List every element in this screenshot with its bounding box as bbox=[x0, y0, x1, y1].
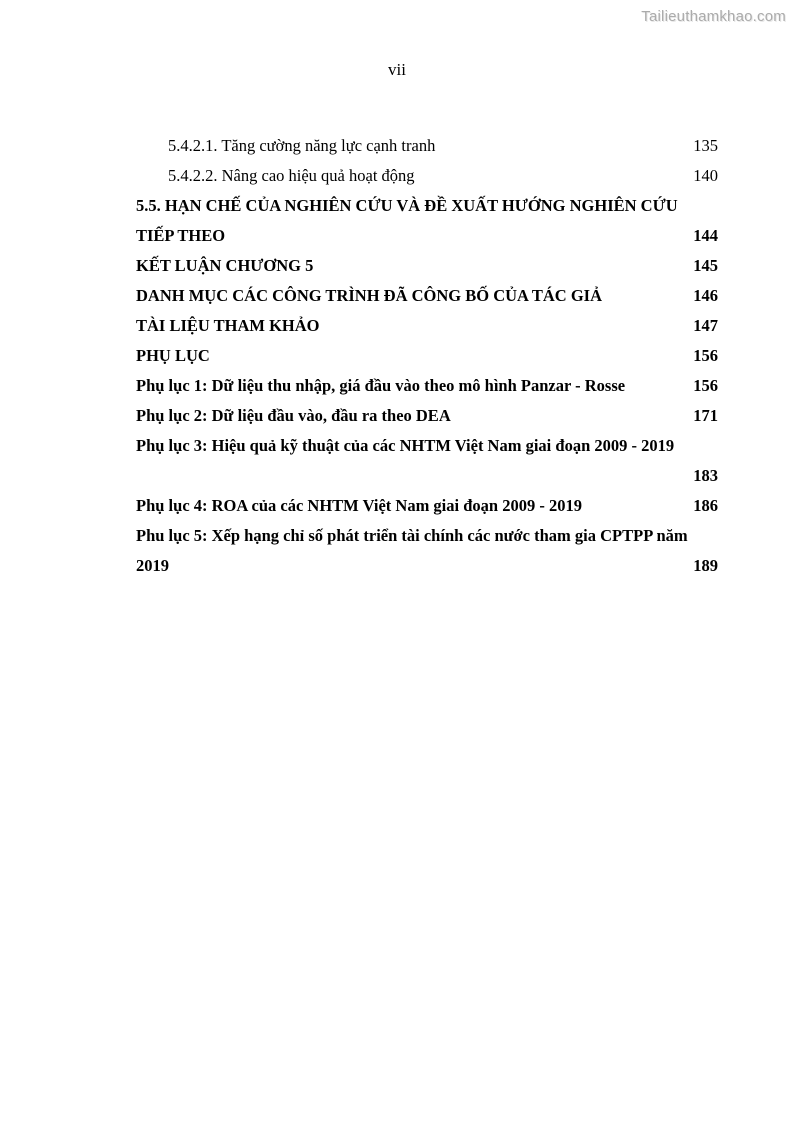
toc-entry-title: Phụ lục 1: Dữ liệu thu nhập, giá đầu vào theo mô hình Panzar - Rosse bbox=[136, 376, 626, 395]
toc-entry bbox=[136, 161, 718, 191]
toc-entry-title: 5.4.2.1. Tăng cường năng lực cạnh tranh bbox=[168, 136, 436, 155]
toc-entry bbox=[136, 401, 718, 431]
toc-entry-page: 183 bbox=[693, 466, 718, 485]
toc-entry-page: 146 bbox=[693, 286, 718, 305]
toc-entry bbox=[136, 551, 718, 581]
toc-entry bbox=[136, 281, 718, 311]
toc-entry bbox=[136, 341, 718, 371]
toc-entry bbox=[136, 371, 718, 401]
toc-entry-page: 186 bbox=[693, 496, 718, 515]
toc-entry-page: 171 bbox=[693, 406, 718, 425]
toc-entry-title: 5.5. HẠN CHẾ CỦA NGHIÊN CỨU VÀ ĐỀ XUẤT HƯỚNG NGHIÊN CỨU bbox=[136, 196, 678, 215]
toc-entry-title: Phụ lục 2: Dữ liệu đầu vào, đầu ra theo DEA bbox=[136, 406, 451, 425]
toc-entry-title: 5.4.2.2. Nâng cao hiệu quả hoạt động bbox=[168, 166, 415, 185]
toc-entry bbox=[136, 461, 718, 491]
toc-entry bbox=[136, 251, 718, 281]
toc-entry-title: Phụ lục 4: ROA của các NHTM Việt Nam giai đoạn 2009 - 2019 bbox=[136, 496, 582, 515]
toc-entry-title: Phu lục 5: Xếp hạng chỉ số phát triển tài chính các nước tham gia CPTPP năm bbox=[136, 526, 688, 545]
toc-entry bbox=[136, 221, 718, 251]
toc-entry-page: 144 bbox=[693, 226, 718, 245]
toc-entry-page: 147 bbox=[693, 316, 718, 335]
page-number: vii bbox=[388, 60, 406, 79]
toc-entry-page: 140 bbox=[693, 166, 718, 185]
toc-entry-title: Phụ lục 3: Hiệu quả kỹ thuật của các NHTM Việt Nam giai đoạn 2009 - 2019 bbox=[136, 436, 675, 455]
toc-entry bbox=[136, 131, 718, 161]
toc-entry bbox=[136, 311, 718, 341]
toc-entry-title: TIẾP THEO bbox=[136, 226, 226, 245]
toc-entry-title: PHỤ LỤC bbox=[136, 346, 210, 365]
toc-entry-page: 156 bbox=[693, 346, 718, 365]
toc-entry-title: 2019 bbox=[136, 556, 169, 575]
toc-entry-page: 145 bbox=[693, 256, 718, 275]
toc-entry bbox=[136, 191, 718, 221]
toc-entry-page: 156 bbox=[693, 376, 718, 395]
toc-entry bbox=[136, 431, 718, 461]
toc-entry bbox=[136, 491, 718, 521]
toc-entry-page: 135 bbox=[693, 136, 718, 155]
toc-entry-title: DANH MỤC CÁC CÔNG TRÌNH ĐÃ CÔNG BỐ CỦA TÁC GIẢ bbox=[136, 286, 602, 305]
toc-entry-page: 189 bbox=[693, 556, 718, 575]
table-of-contents bbox=[136, 131, 718, 581]
toc-entry-title: KẾT LUẬN CHƯƠNG 5 bbox=[136, 256, 314, 275]
watermark-text: Tailieuthamkhao.com bbox=[641, 8, 786, 25]
toc-entry bbox=[136, 521, 718, 551]
toc-entry-title: TÀI LIỆU THAM KHẢO bbox=[136, 316, 320, 335]
